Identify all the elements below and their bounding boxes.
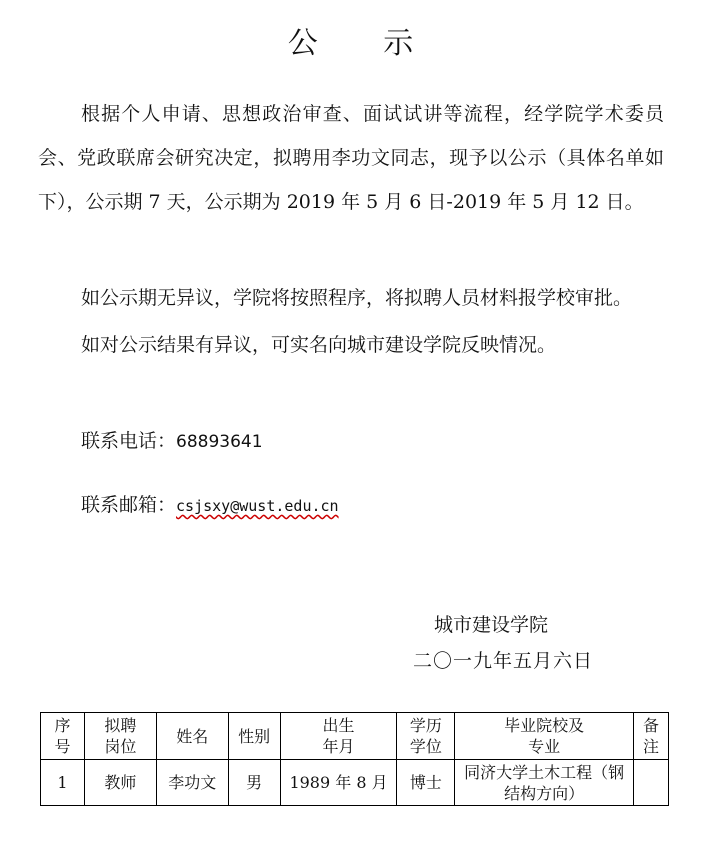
cell-gender: 男 <box>228 760 280 806</box>
header-cell-school: 毕业院校及 专业 <box>455 713 634 760</box>
contact-phone <box>81 426 263 453</box>
cell-position: 教师 <box>84 760 156 806</box>
contact-email-address[interactable]: csjsxy@wust.edu.cn <box>176 497 339 515</box>
cell-school: 同济大学土木工程（钢结构方向） <box>455 760 634 806</box>
contact-email <box>81 490 339 517</box>
header-cell-position: 拟聘 岗位 <box>84 713 156 760</box>
header-cell-gender: 性别 <box>228 713 280 760</box>
header-cell-birth: 出生 年月 <box>280 713 397 760</box>
header-cell-remarks: 备 注 <box>634 713 669 760</box>
cell-name: 李功文 <box>156 760 228 806</box>
cell-index: 1 <box>41 760 85 806</box>
header-cell-name: 姓名 <box>156 713 228 760</box>
table-header-row <box>41 713 669 760</box>
signature-org: 城市建设学院 <box>434 614 549 636</box>
notice-title: 公 示 <box>287 26 442 61</box>
contact-phone-label: 联系电话： <box>81 430 177 452</box>
notice-paragraph-approval: 如公示期无异议，学院将按照程序，将拟聘人员材料报学校审批。 <box>81 287 633 309</box>
notice-paragraph-main: 根据个人申请、思想政治审查、面试试讲等流程，经学院学术委员会、党政联席会研究决定，拟聘用李功文同志，现予以公示（具体名单如下），公示期 7 天，公示期为 2019 年 5 月 6 日-2019 年 5 月 12 日。 <box>38 103 664 213</box>
candidate-table <box>40 712 669 806</box>
cell-birth: 1989 年 8 月 <box>280 760 397 806</box>
signature-date: 二〇一九年五月六日 <box>413 650 594 672</box>
contact-phone-number: 68893641 <box>176 432 263 452</box>
cell-degree: 博士 <box>397 760 455 806</box>
notice-paragraph-objection: 如对公示结果有异议，可实名向城市建设学院反映情况。 <box>81 334 557 356</box>
header-cell-degree: 学历 学位 <box>397 713 455 760</box>
table-row <box>41 760 669 806</box>
header-cell-index: 序 号 <box>41 713 85 760</box>
contact-email-label: 联系邮箱： <box>81 494 177 516</box>
cell-remarks <box>634 760 669 806</box>
